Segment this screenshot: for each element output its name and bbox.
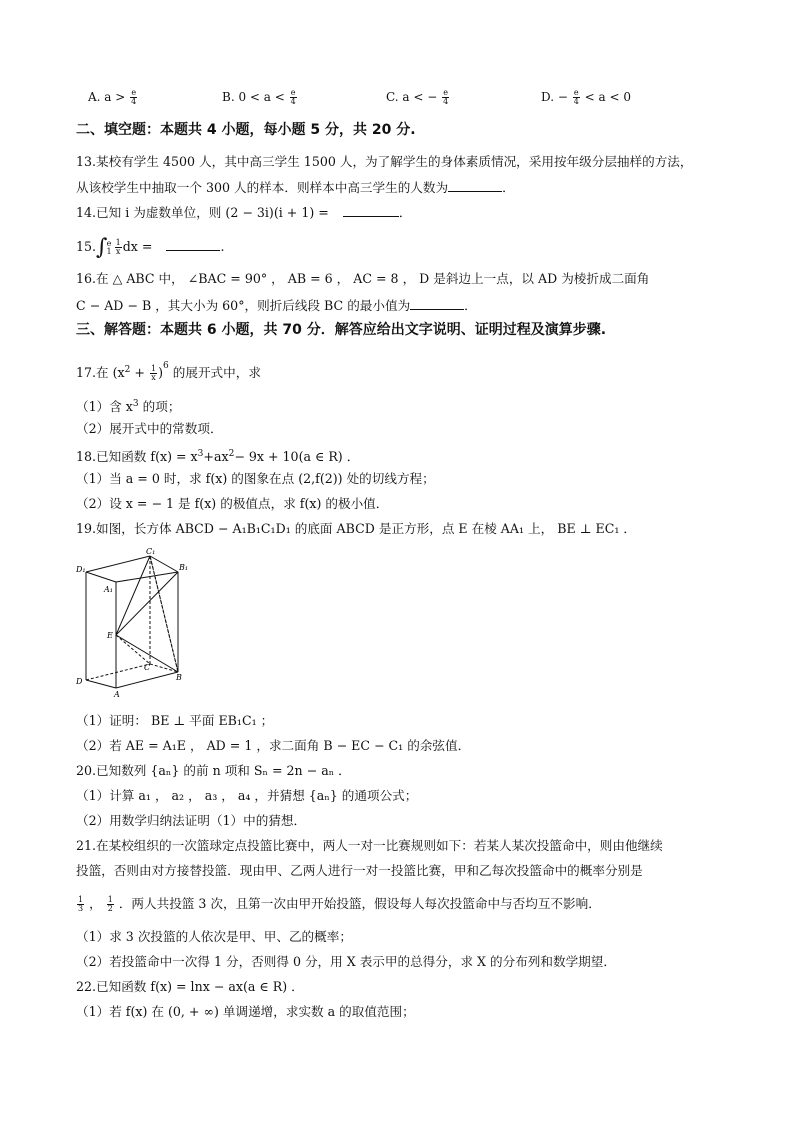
label-a1: A₁ [104, 585, 113, 594]
answer-blank [410, 296, 464, 310]
section-heading: 三、解答题：本题共 6 小题，共 70 分．解答应给出文字说明、证明过程及演算步骤. [76, 322, 607, 338]
q18-part1: （1）当 a = 0 时，求 f(x) 的图象在点 (2,f(2)) 处的切线方程； [76, 471, 435, 486]
q22-head: 22.已知函数 f(x) = lnx − ax(a ∈ R) ． [76, 979, 304, 994]
fraction: $\frac{e}{4}$ [290, 88, 296, 106]
q21-line1: 21.在某校组织的一次篮球定点投篮比赛中，两人一对一比赛规则如下：若某人某次投篮命中，则由他继续 [76, 838, 663, 853]
label-b: B [176, 673, 182, 682]
fraction: $\frac{1}{2}$ [107, 895, 113, 913]
fraction: $\frac{e}{4}$ [131, 88, 137, 106]
fraction: $\frac{1}{x}$ [115, 238, 121, 256]
option-c: C. a < − $\frac{e}{4}$ [386, 88, 449, 106]
q13-line1: 13.某校有学生 4500 人，其中高三学生 1500 人，为了解学生的身体素质情况，采用按年级分层抽样的方法， [76, 154, 693, 169]
q21-line2: 投篮，否则由对方接替投篮．现由甲、乙两人进行一对一投篮比赛，甲和乙每次投篮命中的概率分别是 [76, 863, 643, 878]
option-a: A. a > $\frac{e}{4}$ [88, 88, 137, 106]
label-c: C [144, 663, 151, 672]
integral-sign: ∫ [96, 235, 108, 260]
q19-part1: （1）证明： BE ⊥ 平面 EB₁C₁ ； [76, 713, 274, 728]
q15: 15.∫ e 1 $\frac{1}{x}$ dx = . [76, 235, 225, 260]
fraction: $\frac{e}{4}$ [573, 88, 579, 106]
answer-blank [166, 237, 220, 251]
q16-line2: C − AD − B ，其大小为 60°，则折后线段 BC 的最小值为 ． [76, 298, 477, 313]
q18-head: 18.已知函数 $f(x) = x^3+ax^2- 9x + 10(a$ ∈ R) ． [76, 449, 360, 465]
cuboid-figure [76, 546, 189, 699]
integral-limits: e 1 [106, 238, 112, 256]
q22-part1: （1）若 f(x) 在 (0, + ∞) 单调递增，求实数 a 的取值范围； [76, 1004, 415, 1019]
q17-part1: （1）含 $x^3$ 的项； [76, 399, 181, 415]
q21-part1: （1）求 3 次投篮的人依次是甲、甲、乙的概率； [76, 929, 352, 944]
fraction: $\frac{e}{4}$ [443, 88, 449, 106]
q17-part2: （2）展开式中的常数项． [76, 421, 223, 436]
q16-line1: 16.在 △ ABC 中， ∠BAC = 90° ， AB = 6 ， AC = 8 ， D 是斜边上一点，以 AD 为棱折成二面角 [76, 271, 650, 286]
q21-line3: $\frac{1}{3}$ ， $\frac{1}{2}$ ．两人共投篮 3 次，且第一次由甲开始投篮，假设每人每次投篮命中与否均互不影响． [78, 895, 601, 913]
label-e: E [107, 631, 113, 640]
q19-part2: （2）若 AE = A₁E ， AD = 1 ，求二面角 B − EC − C₁ 的余弦值． [76, 738, 471, 753]
fraction: $\frac{1}{x}$ [150, 364, 157, 383]
label-d: D [76, 677, 83, 686]
q14: 14.已知 i 为虚数单位，则 (2 − 3i)(i + 1) = ． [76, 205, 412, 220]
label-b1: B₁ [179, 563, 189, 572]
answer-blank [343, 203, 399, 217]
section-heading: 二、填空题：本题共 4 小题，每小题 5 分，共 20 分. [76, 122, 416, 138]
q20-part1: （1）计算 a₁ ， a₂ ， a₃ ， a₄ ，并猜想 {aₙ} 的通项公式； [76, 788, 418, 803]
q21-part2: （2）若投篮命中一次得 1 分，否则得 0 分，用 X 表示甲的总得分，求 X 的分布列和数学期望． [76, 954, 616, 969]
fraction: $\frac{1}{3}$ [78, 895, 84, 913]
q18-part2: （2）设 x = − 1 是 f(x) 的极值点，求 f(x) 的极小值． [76, 496, 389, 511]
q20-part2: （2）用数学归纳法证明（1）中的猜想． [76, 813, 307, 828]
label-d1: D₁ [76, 565, 86, 574]
label-a: A [114, 690, 120, 699]
q13-line2: 从该校学生中抽取一个 300 人的样本．则样本中高三学生的人数为 ． [76, 180, 515, 195]
option-b: B. 0 < a < $\frac{e}{4}$ [222, 88, 296, 106]
label-c1: C₁ [146, 547, 156, 556]
q19-head: 19.如图，长方体 ABCD − A₁B₁C₁D₁ 的底面 ABCD 是正方形，点 E 在棱 AA₁ 上， BE ⊥ EC₁ ． [76, 521, 637, 536]
option-d: D. − $\frac{e}{4}$ < a < 0 [541, 88, 631, 106]
q17-head: 17.在 ($x^2$ + $\frac{1}{x}$ )$^6$ 的展开式中，求 [76, 361, 261, 383]
answer-blank [448, 178, 502, 192]
q20-head: 20.已知数列 {aₙ} 的前 n 项和 Sₙ = 2n − aₙ ． [76, 763, 351, 778]
